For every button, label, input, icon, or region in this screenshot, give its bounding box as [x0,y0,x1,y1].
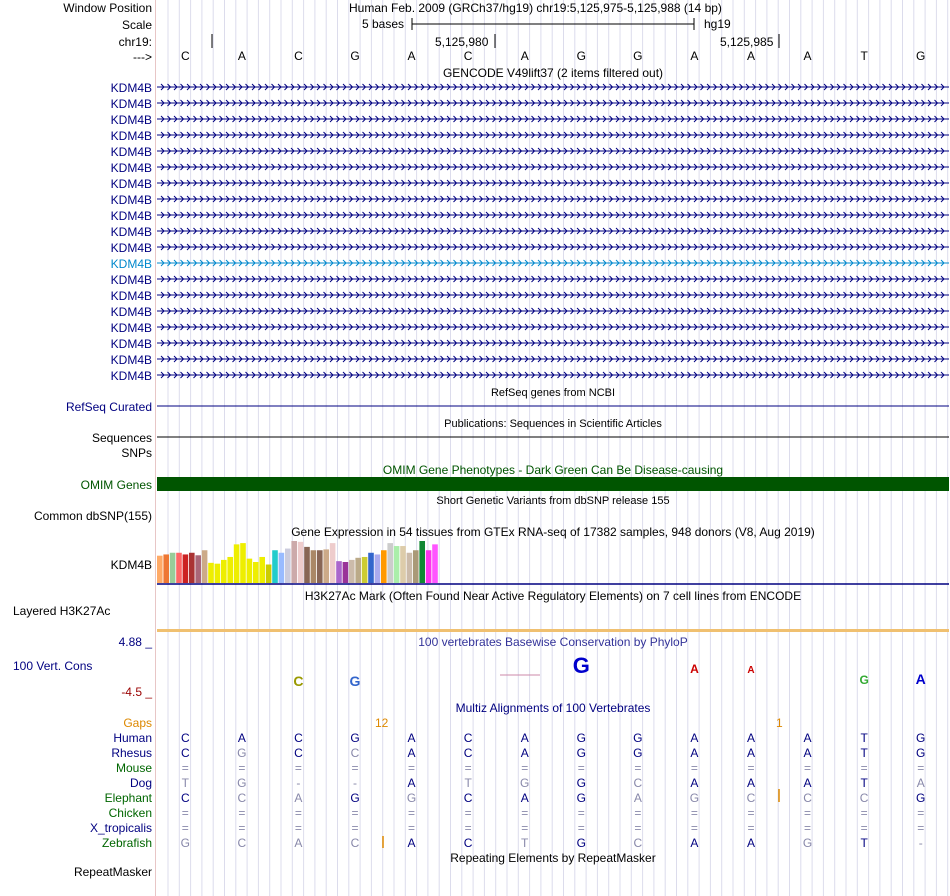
coord-label-2: 5,125,985 [720,35,774,49]
gtex-bar [407,553,413,583]
refseq-label[interactable]: RefSeq Curated [65,400,152,414]
species-label[interactable]: Elephant [104,791,152,805]
alignment-base: T [860,776,868,790]
strand-label: ---> [133,50,152,64]
alignment-base: A [803,746,812,760]
base-letter: A [237,49,246,63]
alignment-base: = [521,821,529,835]
alignment-base: T [464,776,472,790]
alignment-base: G [633,746,643,760]
species-label[interactable]: Rhesus [111,746,152,760]
coord-label-1: 5,125,980 [435,35,489,49]
alignment-base: A [294,791,303,805]
gtex-bar [298,542,304,583]
h3k27ac-label[interactable]: Layered H3K27Ac [13,604,111,618]
alignment-base: = [238,821,246,835]
publications-track-title[interactable]: Publications: Sequences in Scientific Articles [444,418,662,430]
alignment-base: C [180,791,190,805]
gtex-bar [170,553,176,583]
gtex-bar [355,558,361,583]
gtex-bar [304,547,310,583]
gtex-bar [323,549,329,583]
alignment-base: C [463,731,473,745]
alignment-base: G [802,836,813,850]
gencode-item-label[interactable]: KDM4B [110,305,152,319]
base-letter: A [803,49,812,63]
alignment-base: = [690,761,698,775]
alignment-base: C [633,776,643,790]
repeatmasker-track-title[interactable]: Repeating Elements by RepeatMasker [450,851,656,865]
omim-bar [157,477,949,491]
alignment-base: = [408,761,416,775]
gencode-item-label[interactable]: KDM4B [110,273,152,287]
gtex-bar [368,553,374,583]
alignment-base: A [407,836,416,850]
gencode-item-label[interactable]: KDM4B [110,241,152,255]
gencode-track-title[interactable]: GENCODE V49lift37 (2 items filtered out) [442,66,664,80]
alignment-base: = [747,821,755,835]
alignment-base: C [294,731,303,745]
gtex-bar [343,562,349,583]
gencode-item-label[interactable]: KDM4B [110,129,152,143]
alignment-base: T [860,836,868,850]
alignment-base: = [577,806,585,820]
alignment-base: = [747,761,755,775]
alignment-base: A [690,836,699,850]
alignment-base: A [803,776,812,790]
gtex-bar [195,555,201,583]
gtex-bar [432,544,438,583]
alignment-base: = [860,821,868,835]
alignment-base: = [294,761,302,775]
alignment-base: T [860,746,868,760]
base-letter: A [746,49,755,63]
phylop-glyph: C [293,673,304,689]
alignment-base: A [746,746,755,760]
base-letter: A [407,49,416,63]
alignment-base: = [181,761,189,775]
alignment-base: A [520,746,529,760]
phylop-glyph: A [690,662,699,676]
alignment-base: = [408,821,416,835]
gtex-bar [387,543,393,583]
alignment-base: G [633,731,643,745]
alignment-base: G [180,836,190,850]
phylop-glyph: G [859,673,869,687]
alignment-base: - [296,776,301,790]
multiz-track-title[interactable]: Multiz Alignments of 100 Vertebrates [455,701,651,715]
alignment-base: A [294,836,303,850]
alignment-base: A [237,731,246,745]
alignment-base: = [351,821,359,835]
gtex-bar [253,562,259,583]
dbsnp-track-title[interactable]: Short Genetic Variants from dbSNP release 155 [436,495,670,507]
alignment-base: C [350,836,360,850]
alignment-base: G [350,791,360,805]
alignment-base: = [577,821,585,835]
gtex-bar [375,554,381,583]
alignment-base: A [690,731,699,745]
gtex-bar [157,556,163,583]
gencode-item-label[interactable]: KDM4B [110,113,152,127]
gtex-bar [221,560,227,583]
gtex-bar [419,541,425,583]
repeatmasker-label[interactable]: RepeatMasker [73,865,152,879]
phylop-label[interactable]: 100 Vert. Cons [13,659,93,673]
alignment-base: A [916,776,925,790]
alignment-base: = [634,806,642,820]
gtex-bar [208,563,214,583]
gtex-bar [362,557,368,583]
gtex-bar [202,550,208,583]
alignment-base: A [633,791,642,805]
publications-snps-label[interactable]: SNPs [121,446,152,460]
alignment-base: A [520,791,529,805]
alignment-base: G [350,731,360,745]
gencode-item-label[interactable]: KDM4B [110,225,152,239]
alignment-base: - [918,836,923,850]
scale-bar-left-text: 5 bases [362,17,405,31]
species-label[interactable]: Dog [129,776,152,790]
alignment-base: = [464,821,472,835]
alignment-base: = [294,806,302,820]
alignment-base: G [237,746,247,760]
gtex-bar [176,553,182,583]
gtex-bar [394,546,400,583]
alignment-base: G [237,776,247,790]
gtex-bar [279,553,285,583]
species-label[interactable]: Mouse [115,761,152,775]
gtex-bar [311,550,317,583]
gencode-item-label[interactable]: KDM4B [110,161,152,175]
omim-track-title[interactable]: OMIM Gene Phenotypes - Dark Green Can Be Disease-causing [382,463,724,477]
gtex-bar [400,546,406,583]
base-letter: A [690,49,699,63]
alignment-base: = [860,806,868,820]
alignment-base: = [238,761,246,775]
gtex-bar [381,550,387,583]
gencode-item-label[interactable]: KDM4B [110,369,152,383]
alignment-base: C [237,791,247,805]
alignment-base: C [237,836,247,850]
alignment-base: = [690,821,698,835]
gtex-bar [259,557,265,583]
scale-label: Scale [121,18,152,32]
gencode-item-label[interactable]: KDM4B [110,321,152,335]
alignment-base: = [804,806,812,820]
alignment-base: C [803,791,812,805]
gtex-bar [189,553,195,583]
alignment-base: A [746,731,755,745]
gtex-bar [183,554,189,583]
gencode-item-label[interactable]: KDM4B [110,97,152,111]
base-letter: G [916,49,926,63]
species-label[interactable]: Zebrafish [101,836,152,850]
alignment-base: G [576,731,586,745]
window-position-label: Window Position [63,1,152,15]
gencode-item-label[interactable]: KDM4B [110,337,152,351]
gtex-bar [163,554,169,583]
alignment-base: = [634,761,642,775]
gtex-bar [234,544,240,583]
gtex-bar [426,550,432,583]
gtex-label[interactable]: KDM4B [110,558,152,572]
base-letter: C [294,49,303,63]
species-label[interactable]: X_tropicalis [89,821,152,835]
gaps-label: Gaps [123,716,152,730]
alignment-base: C [350,746,360,760]
alignment-base: = [294,821,302,835]
alignment-base: = [181,806,189,820]
gencode-item-label[interactable]: KDM4B [110,209,152,223]
alignment-base: A [407,746,416,760]
alignment-base: G [576,836,586,850]
alignment-base: G [406,791,417,805]
species-label[interactable]: Chicken [108,806,152,820]
alignment-base: = [238,806,246,820]
alignment-base: = [634,821,642,835]
alignment-base: G [689,791,700,805]
gencode-item-label[interactable]: KDM4B [110,193,152,207]
alignment-base: = [464,806,472,820]
base-letter: G [350,49,360,63]
alignment-base: C [463,836,473,850]
alignment-base: A [407,731,416,745]
gtex-bar [317,550,323,583]
alignment-base: T [181,776,189,790]
base-letter: T [860,49,868,63]
gencode-item-label[interactable]: KDM4B [110,177,152,191]
gap-count-1: 1 [776,716,783,730]
phylop-ymax-label: 4.88 _ [118,635,152,649]
gap-count-12: 12 [375,716,389,730]
gtex-bar [227,557,233,583]
species-label[interactable]: Human [113,731,152,745]
alignment-base: A [520,731,529,745]
alignment-base: = [917,806,925,820]
alignment-base: A [803,731,812,745]
alignment-base: G [576,791,586,805]
alignment-base: A [690,746,699,760]
alignment-base: A [746,836,755,850]
alignment-base: = [917,761,925,775]
alignment-base: A [407,776,416,790]
gtex-bar [266,565,272,583]
gtex-bar [285,549,291,583]
gencode-item-label[interactable]: KDM4B [110,257,152,271]
alignment-base: = [181,821,189,835]
alignment-base: C [746,791,756,805]
phylop-glyph: G [349,673,361,689]
refseq-track-title[interactable]: RefSeq genes from NCBI [490,387,616,399]
base-letter: G [576,49,586,63]
gencode-item-label[interactable]: KDM4B [110,353,152,367]
gtex-bar [330,543,336,583]
gtex-bar [413,550,419,583]
chrom-label: chr19: [118,35,152,49]
base-letter: G [633,49,643,63]
alignment-base: G [576,776,586,790]
gtex-bar [272,550,278,583]
h3k27ac-track-title[interactable]: H3K27Ac Mark (Often Found Near Active Regulatory Elements) on 7 cell lines from ENCODE [304,589,802,603]
alignment-base: C [180,746,190,760]
gtex-bar [336,561,342,583]
gencode-item-label[interactable]: KDM4B [110,81,152,95]
alignment-base: A [690,776,699,790]
alignment-base: = [351,806,359,820]
alignment-base: = [804,821,812,835]
alignment-base: G [520,776,530,790]
alignment-base: G [916,731,926,745]
alignment-base: = [917,821,925,835]
scale-bar-right-text: hg19 [704,17,731,31]
base-letter: C [180,49,190,63]
phylop-glyph: A [747,665,755,676]
gtex-bar [215,564,221,583]
gtex-bar [240,543,246,583]
phylop-glyph: A [915,671,926,687]
alignment-base: = [804,761,812,775]
phylop-glyph: G [572,653,590,678]
alignment-base: C [463,791,473,805]
h3k27ac-signal [157,629,949,632]
alignment-base: C [859,791,869,805]
alignment-base: A [746,776,755,790]
alignment-base: G [916,746,926,760]
alignment-base: C [294,746,303,760]
alignment-base: = [690,806,698,820]
alignment-base: - [353,776,357,790]
alignment-base: = [351,761,359,775]
alignment-base: C [633,836,643,850]
alignment-base: G [916,791,926,805]
alignment-base: C [463,746,473,760]
alignment-base: = [577,761,585,775]
gtex-bar [291,541,297,583]
alignment-base: T [860,731,868,745]
gtex-track-title[interactable]: Gene Expression in 54 tissues from GTEx RNA-seq of 17382 samples, 948 donors (V8, Aug 2019) [291,525,815,539]
alignment-base: C [180,731,190,745]
gencode-item-label[interactable]: KDM4B [110,289,152,303]
alignment-base: = [860,761,868,775]
alignment-base: = [521,806,529,820]
alignment-base: T [521,836,529,850]
alignment-base: = [747,806,755,820]
alignment-base: = [464,761,472,775]
alignment-base: = [521,761,529,775]
base-letter: A [520,49,529,63]
gencode-item-label[interactable]: KDM4B [110,145,152,159]
dbsnp-label[interactable]: Common dbSNP(155) [33,509,152,523]
gtex-bar [247,559,253,583]
publications-sequences-label[interactable]: Sequences [91,431,152,445]
alignment-base: G [576,746,586,760]
omim-label[interactable]: OMIM Genes [80,478,152,492]
alignment-base: = [408,806,416,820]
base-letter: C [463,49,473,63]
phylop-ymin-label: -4.5 _ [121,685,152,699]
gtex-bar [349,560,355,583]
phylop-track-title[interactable]: 100 vertebrates Basewise Conservation by PhyloP [418,635,688,649]
window-position-value: Human Feb. 2009 (GRCh37/hg19) chr19:5,125,975-5,125,988 (14 bp) [349,1,722,15]
